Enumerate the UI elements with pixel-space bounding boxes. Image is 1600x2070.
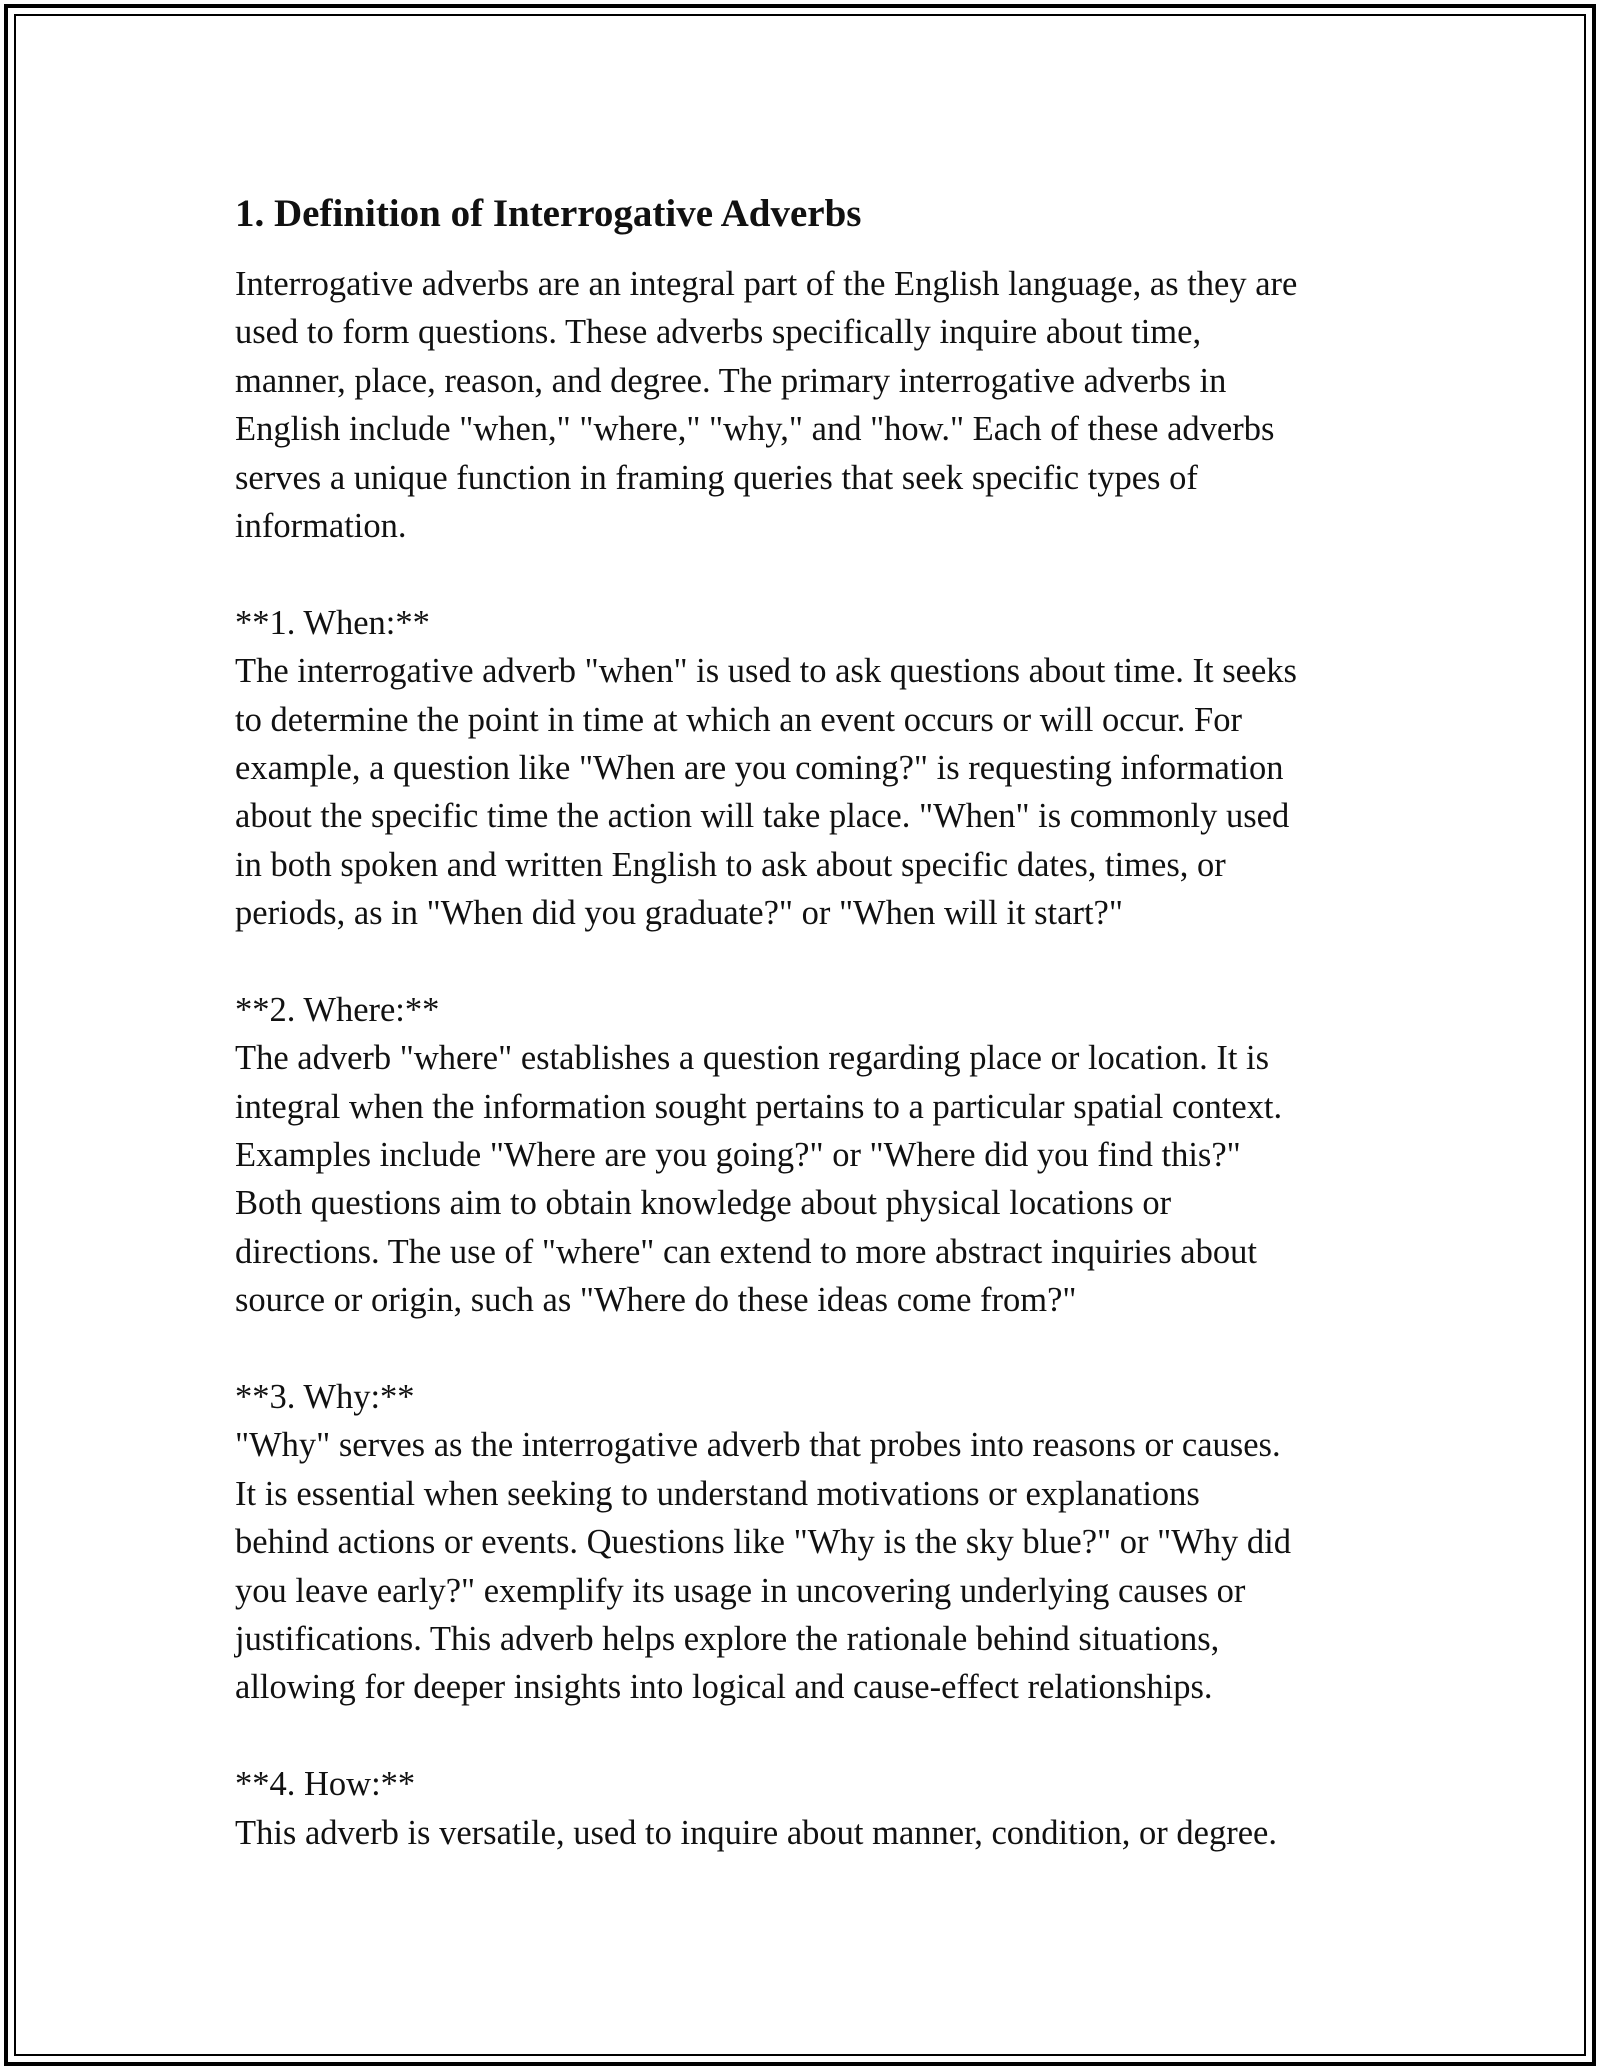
paragraph-spacer (235, 550, 1375, 598)
intro-line: manner, place, reason, and degree. The primary interrogative adverbs in (235, 361, 1227, 400)
body-line: directions. The use of "where" can extend to more abstract inquiries about (235, 1232, 1257, 1271)
subsection-title: **2. Where:** (235, 990, 440, 1029)
intro-line: used to form questions. These adverbs specifically inquire about time, (235, 313, 1202, 352)
body-line: The adverb "where" establishes a question regarding place or location. It is (235, 1039, 1270, 1078)
section-where (235, 986, 1375, 1325)
body-line: It is essential when seeking to understand motivations or explanations (235, 1474, 1200, 1513)
body-line: integral when the information sought pertains to a particular spatial context. (235, 1087, 1283, 1126)
body-line: about the specific time the action will take place. "When" is commonly used (235, 797, 1290, 836)
paragraph-spacer (235, 1712, 1375, 1760)
body-line: allowing for deeper insights into logical and cause-effect relationships. (235, 1668, 1213, 1707)
body-line: example, a question like "When are you coming?" is requesting information (235, 748, 1284, 787)
subsection-title: **1. When:** (235, 603, 430, 642)
intro-line: information. (235, 506, 407, 545)
paragraph-spacer (235, 1325, 1375, 1373)
body-line: Both questions aim to obtain knowledge about physical locations or (235, 1184, 1172, 1223)
body-line: "Why" serves as the interrogative adverb that probes into reasons or causes. (235, 1426, 1281, 1465)
intro-paragraph (235, 260, 1375, 550)
body-line: behind actions or events. Questions like "Why is the sky blue?" or "Why did (235, 1523, 1291, 1562)
intro-line: Interrogative adverbs are an integral part of the English language, as they are (235, 265, 1298, 303)
body-line: periods, as in "When did you graduate?" or "When will it start?" (235, 894, 1123, 933)
subsection-title: **3. Why:** (235, 1377, 415, 1416)
body-line: to determine the point in time at which an event occurs or will occur. For (235, 700, 1242, 739)
section-how (235, 1760, 1375, 1857)
body-line: source or origin, such as "Where do these ideas come from?" (235, 1281, 1077, 1320)
section-heading: 1. Definition of Interrogative Adverbs (235, 192, 862, 235)
paragraph-spacer (235, 937, 1375, 985)
section-when (235, 599, 1375, 938)
body-line: justifications. This adverb helps explore the rationale behind situations, (235, 1619, 1220, 1658)
body-line: This adverb is versatile, used to inquire about manner, condition, or degree. (235, 1813, 1277, 1852)
body-line: you leave early?" exemplify its usage in uncovering underlying causes or (235, 1571, 1246, 1610)
subsection-title: **4. How:** (235, 1765, 416, 1804)
document-body (235, 188, 1375, 1857)
body-line: The interrogative adverb "when" is used to ask questions about time. It seeks (235, 652, 1297, 691)
intro-line: English include "when," "where," "why," and "how." Each of these adverbs (235, 410, 1275, 449)
intro-line: serves a unique function in framing queries that seek specific types of (235, 458, 1198, 497)
section-why (235, 1373, 1375, 1712)
body-line: in both spoken and written English to ask about specific dates, times, or (235, 845, 1226, 884)
body-line: Examples include "Where are you going?" or "Where did you find this?" (235, 1136, 1241, 1175)
